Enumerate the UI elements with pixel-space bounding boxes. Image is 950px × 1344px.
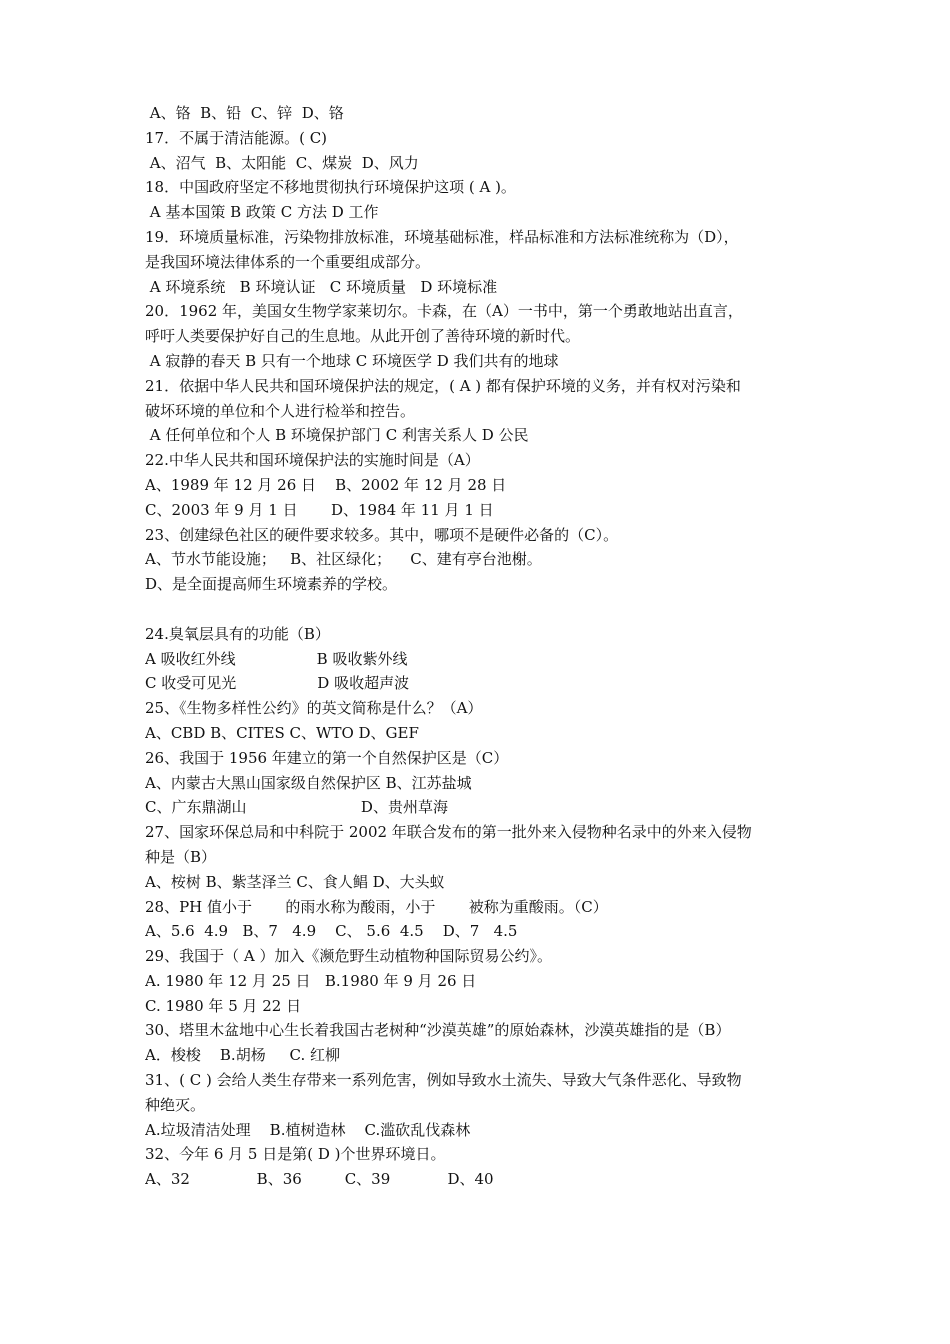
- text-line: A 基本国策 B 政策 C 方法 D 工作: [145, 203, 379, 222]
- text-line: C、2003 年 9 月 1 日 D、1984 年 11 月 1 日: [145, 500, 494, 519]
- text-line: A.垃圾清洁处理 B.植树造林 C.滥砍乱伐森林: [145, 1120, 471, 1139]
- text-line: A、节水节能设施； B、社区绿化； C、建有亭台池榭。: [145, 550, 542, 569]
- text-line: 27、国家环保总局和中科院于 2002 年联合发布的第一批外来入侵物种名录中的外来入侵物: [145, 823, 752, 842]
- text-line: A 任何单位和个人 B 环境保护部门 C 利害关系人 D 公民: [145, 426, 529, 445]
- text-line: 26、我国于 1956 年建立的第一个自然保护区是（C）: [145, 748, 509, 767]
- text-line: A、32 B、36 C、39 D、40: [145, 1170, 494, 1189]
- text-line: C、广东鼎湖山 D、贵州草海: [145, 798, 448, 817]
- text-line: A、沼气 B、太阳能 C、煤炭 D、风力: [145, 153, 419, 172]
- text-line: C 收受可见光 D 吸收超声波: [145, 674, 410, 693]
- text-line: A 寂静的春天 B 只有一个地球 C 环境医学 D 我们共有的地球: [145, 351, 559, 370]
- text-line: A 吸收红外线 B 吸收紫外线: [145, 649, 408, 668]
- text-line: 32、今年 6 月 5 日是第( D )个世界环境日。: [145, 1145, 446, 1164]
- text-line: 22.中华人民共和国环境保护法的实施时间是（A）: [145, 451, 480, 470]
- text-line: 24.臭氧层具有的功能（B）: [145, 624, 330, 643]
- text-line: 25、《生物多样性公约》的英文简称是什么？（A）: [145, 699, 483, 718]
- text-line: A、桉树 B、紫茎泽兰 C、食人鲳 D、大头蚁: [145, 872, 445, 891]
- text-line: 种绝灭。: [145, 1095, 206, 1114]
- blank-line: [145, 597, 825, 622]
- text-line: 17．不属于清洁能源。( C): [145, 128, 328, 147]
- text-line: 破坏环境的单位和个人进行检举和控告。: [145, 401, 416, 420]
- text-line: D、是全面提高师生环境素养的学校。: [145, 575, 398, 594]
- text-line: A 环境系统 B 环境认证 C 环境质量 D 环境标准: [145, 277, 498, 296]
- text-line: 28、PH 值小于 的雨水称为酸雨，小于 被称为重酸雨。（C）: [145, 897, 608, 916]
- text-line: 31、( C ) 会给人类生存带来一系列危害，例如导致水土流失、导致大气条件恶化、导致物: [145, 1071, 742, 1090]
- text-line: 29、我国于（ A ）加入《濒危野生动植物种国际贸易公约》。: [145, 947, 552, 966]
- text-line: 种是（B）: [145, 847, 217, 866]
- text-line: 19．环境质量标准，污染物排放标准，环境基础标准，样品标准和方法标准统称为（D），: [145, 227, 739, 246]
- text-line: A、CBD B、CITES C、WTO D、GEF: [145, 723, 419, 742]
- text-line: 23、创建绿色社区的硬件要求较多。其中，哪项不是硬件必备的（C）。: [145, 525, 619, 544]
- text-line: 30、塔里木盆地中心生长着我国古老树种“沙漠英雄”的原始森林，沙漠英雄指的是（B）: [145, 1021, 731, 1040]
- text-line: A、5.6 4.9 B、7 4.9 C、 5.6 4.5 D、7 4.5: [145, 922, 518, 941]
- text-line: 20．1962 年，美国女生物学家莱切尔。卡森，在（A）一书中，第一个勇敢地站出直言，: [145, 302, 743, 321]
- text-line: 呼吁人类要保护好自己的生息地。从此开创了善待环境的新时代。: [145, 327, 581, 346]
- text-line: 是我国环境法律体系的一个重要组成部分。: [145, 252, 431, 271]
- text-line: A．梭梭 B.胡杨 C. 红柳: [145, 1046, 341, 1065]
- text-line: A、内蒙古大黑山国家级自然保护区 B、江苏盐城: [145, 773, 472, 792]
- text-line: A、铬 B、铅 C、锌 D、铬: [145, 104, 344, 122]
- text-line: 21．依据中华人民共和国环境保护法的规定，( A ) 都有保护环境的义务，并有权对污染和: [145, 376, 741, 395]
- text-line: C. 1980 年 5 月 22 日: [145, 996, 302, 1015]
- document-body: [145, 101, 825, 1192]
- text-line: A. 1980 年 12 月 25 日 B.1980 年 9 月 26 日: [145, 971, 477, 990]
- text-line: A、1989 年 12 月 26 日 B、2002 年 12 月 28 日: [145, 475, 507, 494]
- text-line: 18．中国政府坚定不移地贯彻执行环境保护这项 ( A )。: [145, 178, 516, 197]
